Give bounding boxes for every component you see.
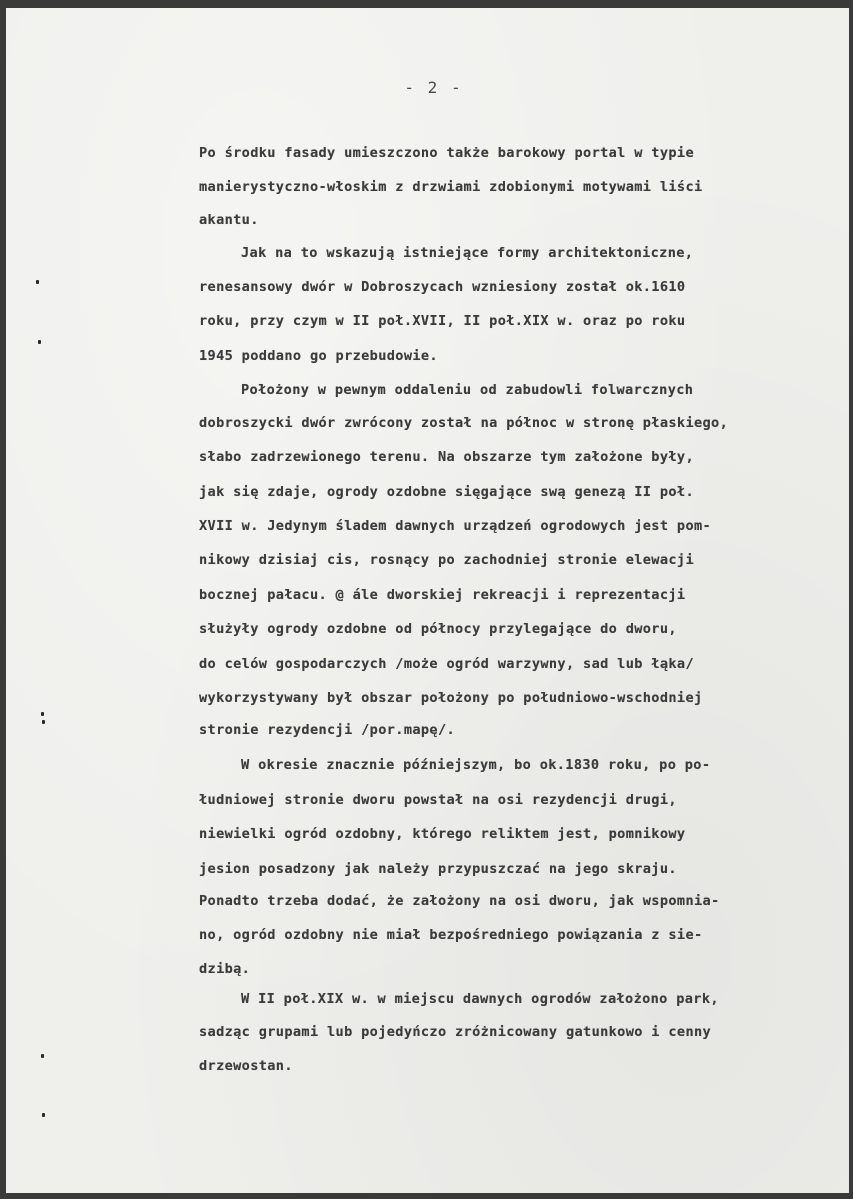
margin-mark (41, 712, 44, 716)
margin-mark (36, 280, 39, 284)
text-line: sadząc grupami lub pojedyńczo zróżnicowany gatunkowo i cenny (199, 1024, 712, 1040)
margin-mark (41, 1054, 44, 1058)
text-line: Jak na to wskazują istniejące formy architektoniczne, (241, 245, 694, 261)
text-line: słabo zadrzewionego terenu. Na obszarze tym założone były, (199, 449, 694, 465)
text-line: roku, przy czym w II poł.XVII, II poł.XIX w. oraz po roku (199, 313, 686, 329)
text-line: renesansowy dwór w Dobroszycach wzniesiony został ok.1610 (199, 279, 686, 295)
margin-mark (38, 340, 41, 344)
text-line: służyły ogrody ozdobne od północy przylegające do dworu, (199, 621, 677, 637)
margin-mark (42, 1113, 45, 1117)
text-line: do celów gospodarczych /może ogród warzywny, sad lub łąka/ (199, 656, 694, 672)
margin-mark (42, 720, 45, 724)
text-line: dobroszycki dwór zwrócony został na północ w stronę płaskiego, (199, 415, 729, 431)
text-line: jak się zdaje, ogrody ozdobne sięgające swą genezą II poł. (199, 484, 694, 500)
text-line: dzibą. (199, 961, 251, 977)
text-line: Po środku fasady umieszczono także barokowy portal w typie (199, 145, 694, 161)
page-number: - 2 - (404, 78, 463, 97)
text-line: jesion posadzony jak należy przypuszczać na jego skraju. (199, 861, 677, 877)
text-line: XVII w. Jedynym śladem dawnych urządzeń ogrodowych jest pom- (199, 518, 712, 534)
text-line: nikowy dzisiaj cis, rosnący po zachodniej stronie elewacji (199, 552, 694, 568)
text-line: manierystyczno-włoskim z drzwiami zdobionymi motywami liści (199, 179, 703, 195)
text-line: drzewostan. (199, 1058, 293, 1074)
text-line: stronie rezydencji /por.mapę/. (199, 722, 456, 738)
document-page (6, 8, 849, 1193)
text-line: bocznej pałacu. @ ále dworskiej rekreacji i reprezentacji (199, 587, 686, 603)
text-line: no, ogród ozdobny nie miał bezpośredniego powiązania z sie- (199, 927, 703, 943)
text-line: akantu. (199, 212, 259, 228)
text-line: W II poł.XIX w. w miejscu dawnych ogrodów założono park, (241, 991, 719, 1007)
text-line: łudniowej stronie dworu powstał na osi rezydencji drugi, (199, 792, 677, 808)
text-line: wykorzystywany był obszar położony po południowo-wschodniej (199, 690, 703, 706)
text-line: W okresie znacznie późniejszym, bo ok.1830 roku, po po- (241, 757, 711, 773)
text-line: 1945 poddano go przebudowie. (199, 348, 438, 364)
text-line: Ponadto trzeba dodać, że założony na osi dworu, jak wspomnia- (199, 893, 720, 909)
text-line: Położony w pewnym oddaleniu od zabudowli folwarcznych (241, 382, 694, 398)
text-line: niewielki ogród ozdobny, którego reliktem jest, pomnikowy (199, 826, 686, 842)
